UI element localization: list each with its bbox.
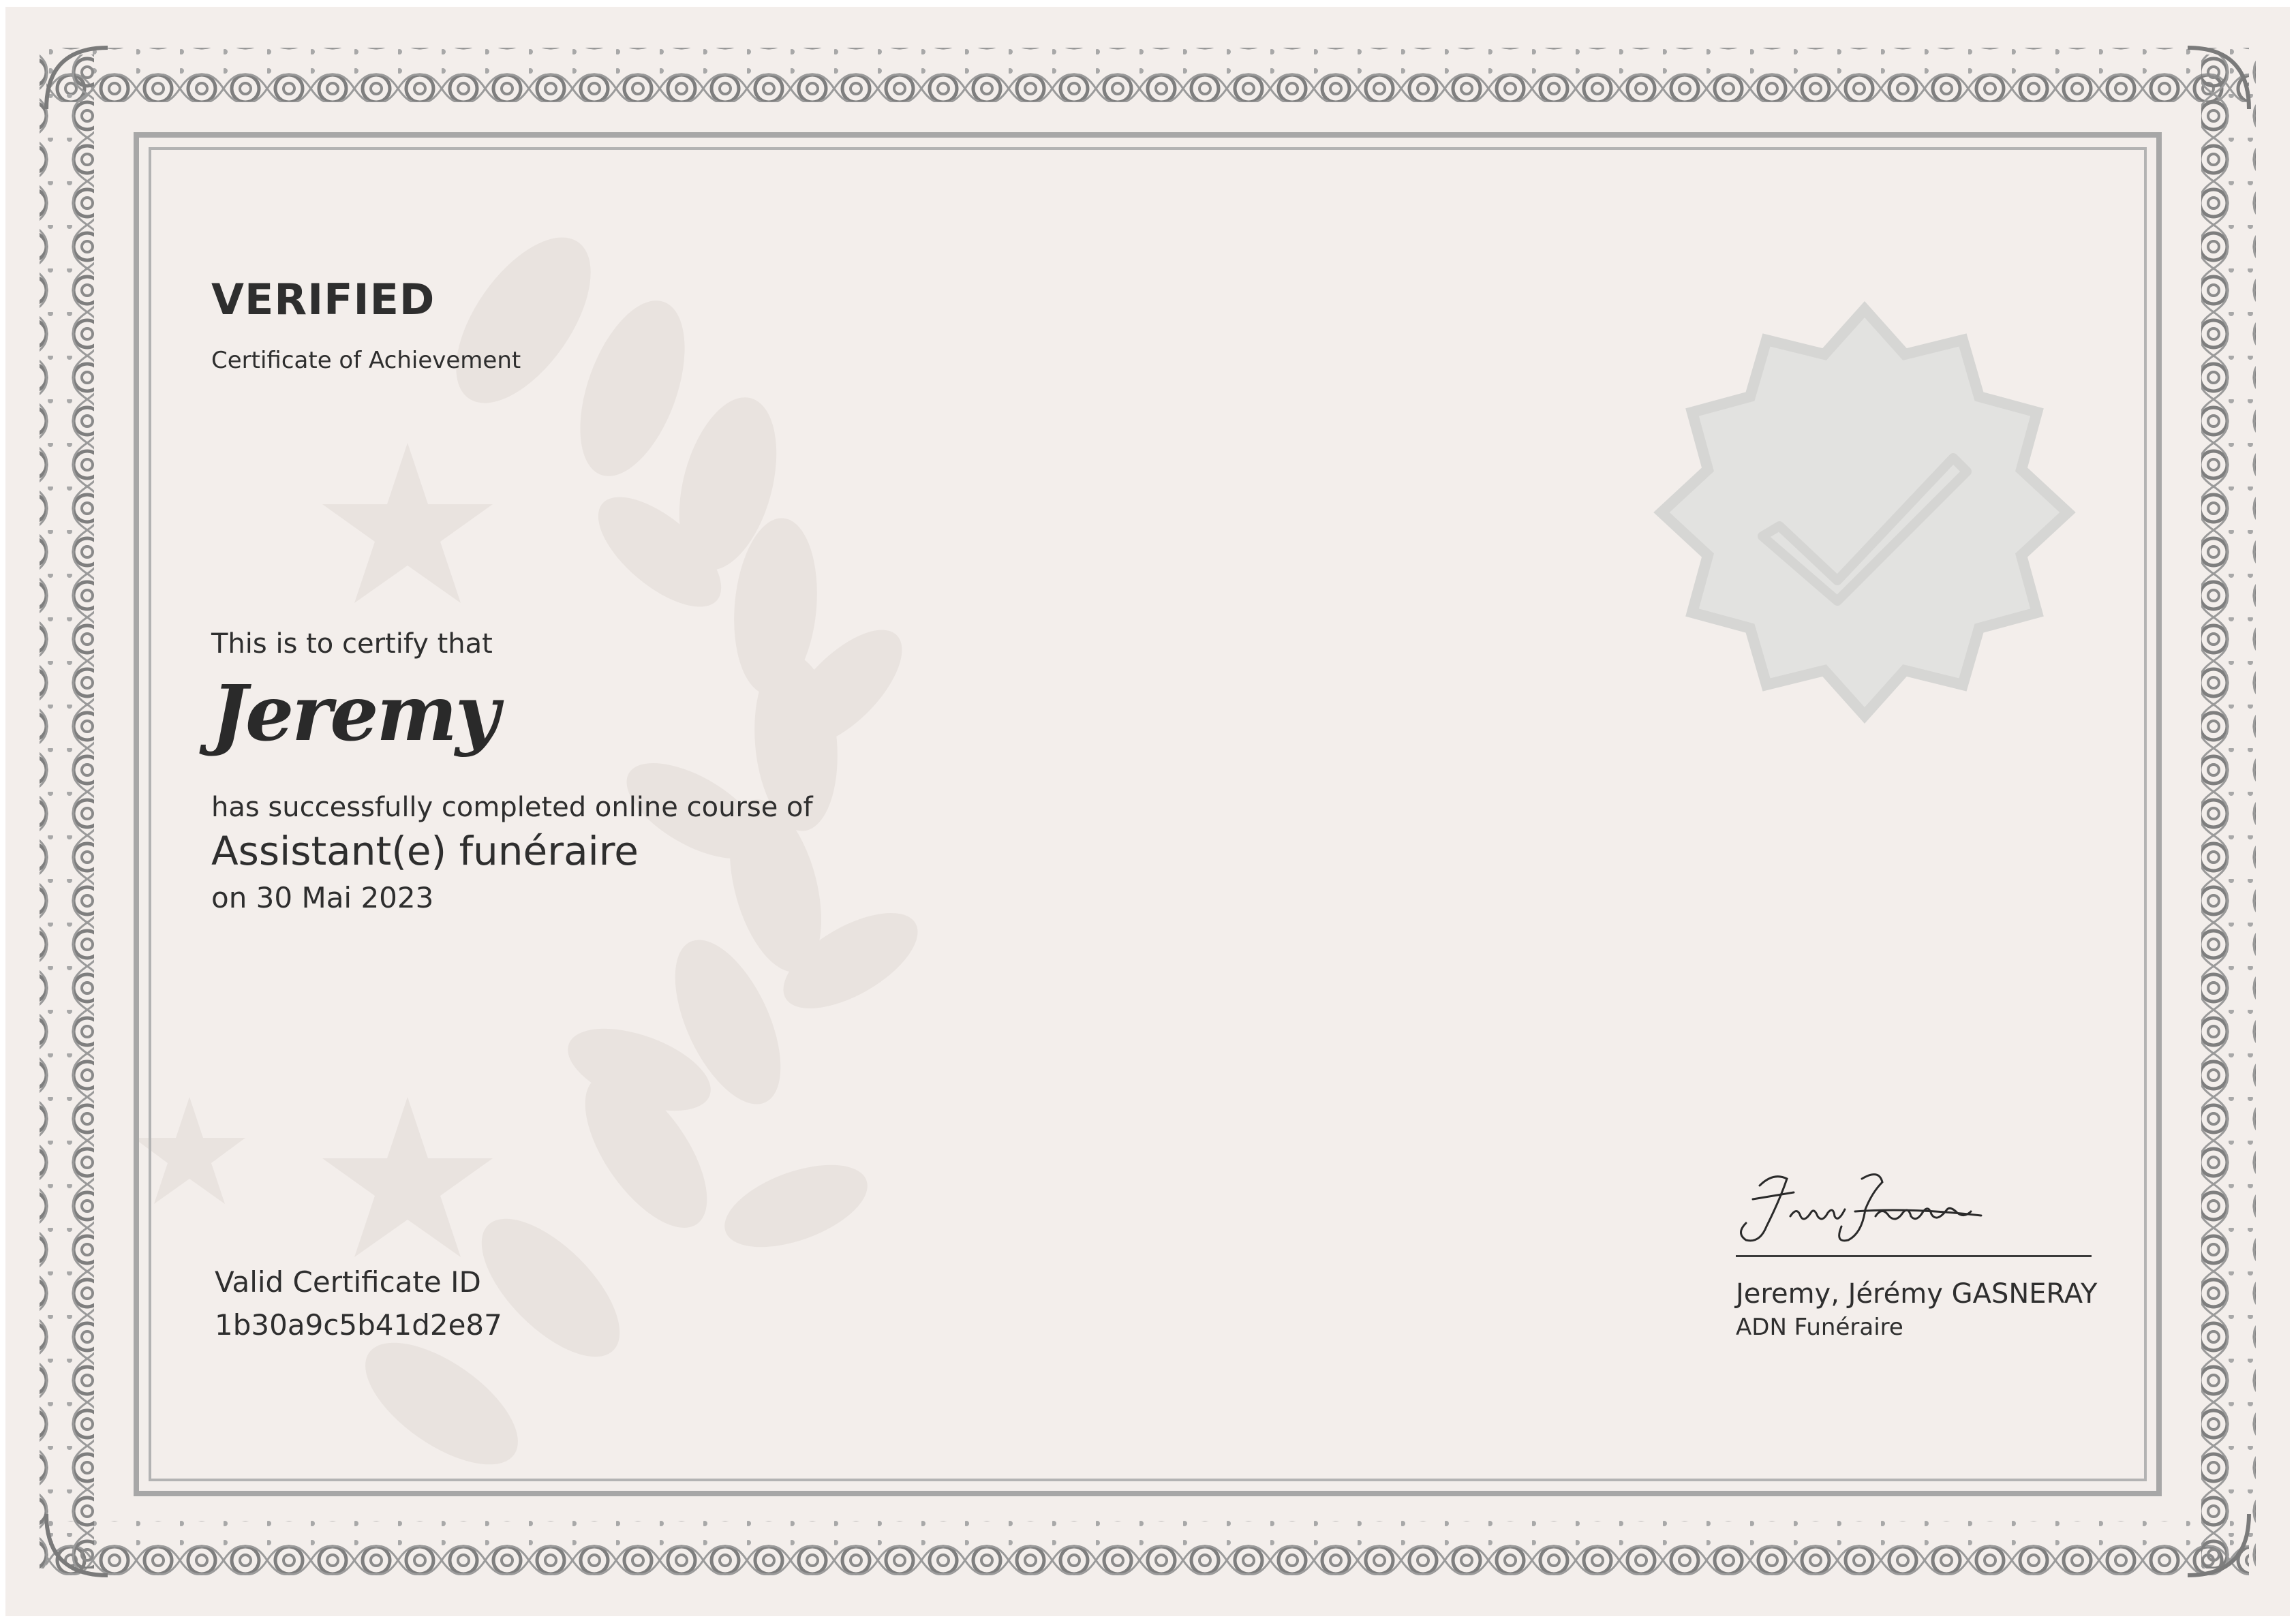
signature-icon	[1732, 1158, 1991, 1254]
signatory-name: Jeremy, Jérémy GASNERAY	[1736, 1278, 2098, 1310]
valid-certificate-id-label: Valid Certificate ID	[215, 1265, 481, 1299]
certificate-subtitle: Certificate of Achievement	[211, 347, 521, 374]
verified-checkmark-badge-icon	[1653, 301, 2076, 724]
certificate-heading: VERIFIED	[211, 275, 435, 324]
signatory-organization: ADN Funéraire	[1736, 1314, 1903, 1341]
certify-text: This is to certify that	[211, 628, 493, 660]
completion-date: on 30 Mai 2023	[211, 881, 434, 914]
signature-line	[1736, 1255, 2092, 1257]
course-name: Assistant(e) funéraire	[211, 828, 639, 874]
completed-text: has successfully completed online course of	[211, 792, 813, 823]
recipient-name: Jeremy	[211, 669, 498, 758]
certificate-paper	[5, 7, 2290, 1616]
certificate-id: 1b30a9c5b41d2e87	[215, 1308, 502, 1342]
